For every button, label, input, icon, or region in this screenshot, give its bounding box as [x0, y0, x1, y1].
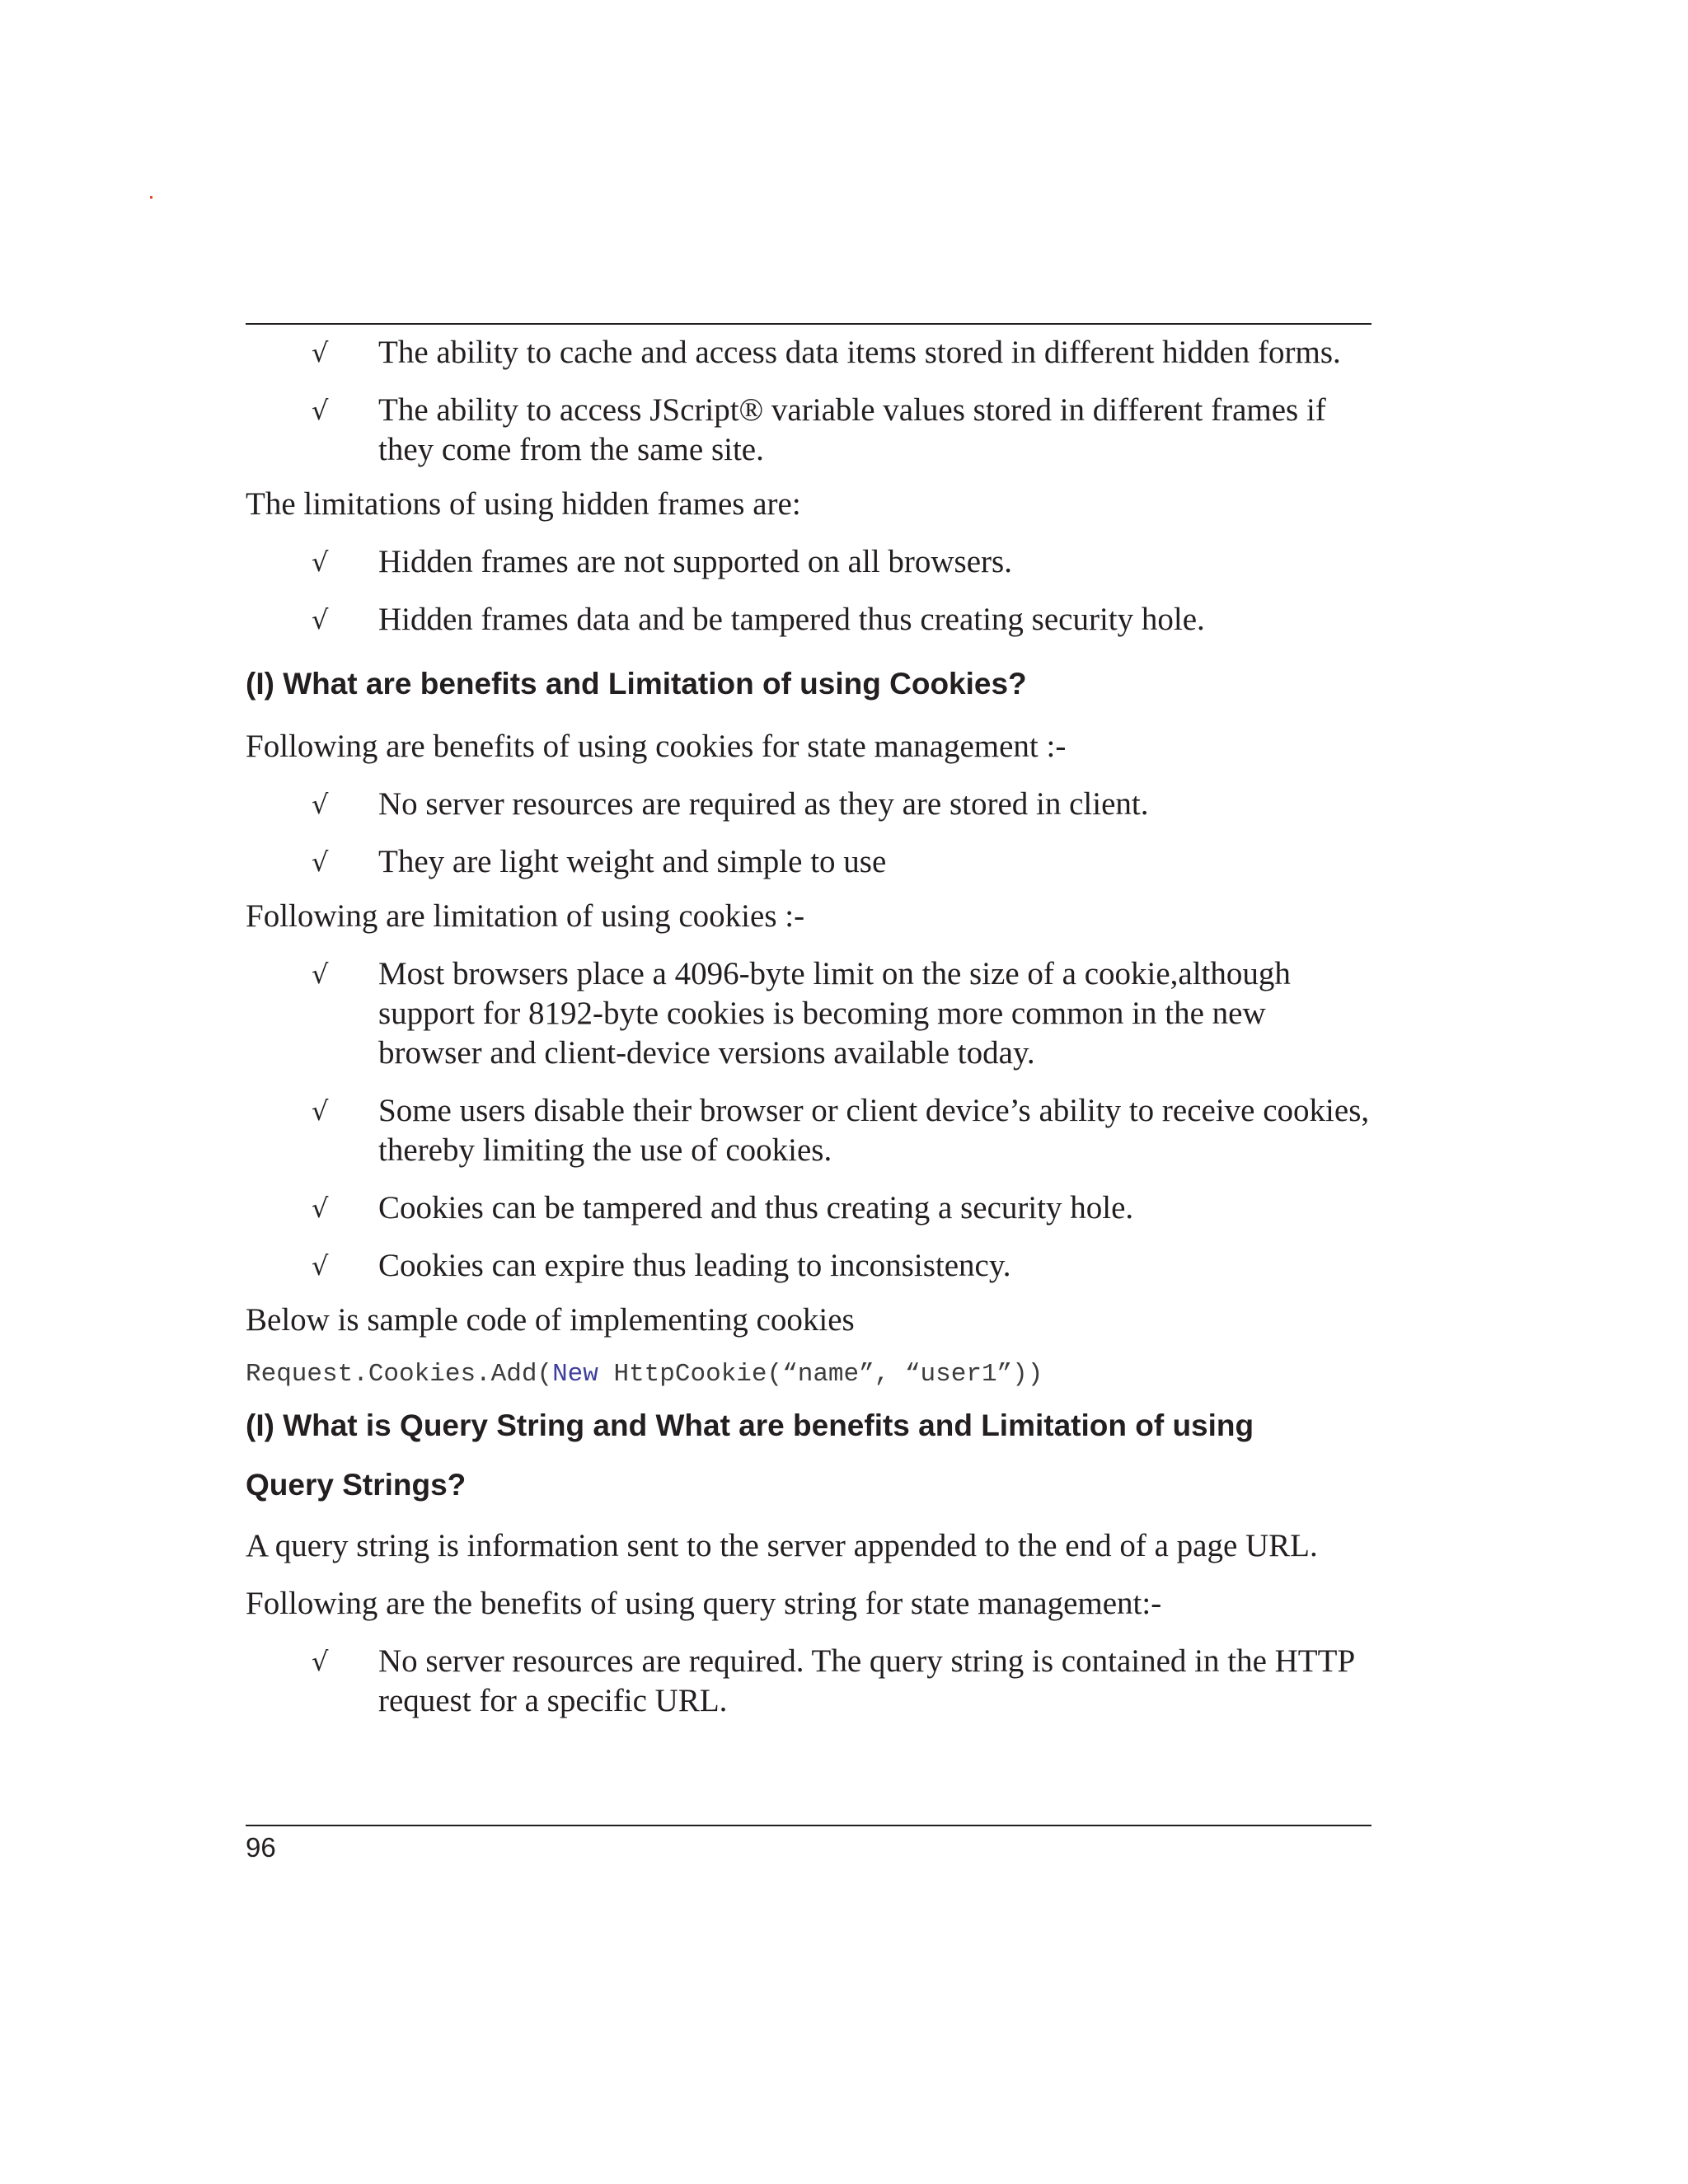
- query-string-heading-line1: (I) What is Query String and What are benefits and Limitation of using: [246, 1408, 1254, 1442]
- cookies-benefits-list: [246, 785, 1373, 882]
- list-item: [246, 333, 1373, 373]
- check-bullet-icon: √: [312, 1250, 329, 1282]
- list-item-text: No server resources are required as they are stored in client.: [378, 786, 1149, 822]
- hidden-frames-limitations-intro: The limitations of using hidden frames are:: [246, 486, 801, 522]
- list-item-text: Cookies can be tampered and thus creating a security hole.: [378, 1190, 1134, 1226]
- cookies-benefits-intro: Following are benefits of using cookies for state management :-: [246, 729, 1067, 764]
- cookies-limitations-list: [246, 954, 1373, 1286]
- check-bullet-icon: √: [312, 958, 329, 990]
- code-sample: [246, 1358, 1373, 1391]
- list-item: [246, 391, 1373, 470]
- hidden-frames-limitations-list: [246, 542, 1373, 640]
- list-item: [246, 600, 1373, 640]
- list-item-text: Hidden frames are not supported on all browsers.: [378, 544, 1012, 579]
- check-bullet-icon: √: [312, 395, 329, 426]
- list-item: [246, 785, 1373, 824]
- list-item-text: Cookies can expire thus leading to inconsistency.: [378, 1248, 1011, 1283]
- query-string-heading: [246, 1396, 1373, 1515]
- list-item: [246, 542, 1373, 582]
- cookies-limitations-intro: Following are limitation of using cookies :-: [246, 898, 805, 934]
- list-item-text: No server resources are required. The query string is contained in the HTTP request for a specific URL.: [378, 1643, 1354, 1718]
- list-item: [246, 1246, 1373, 1286]
- list-item-text: Most browsers place a 4096-byte limit on the size of a cookie,although support for 8192-byte cookies is becoming more common in the new browser and client-device versions available today.: [378, 956, 1291, 1071]
- code-keyword: New: [552, 1360, 598, 1389]
- list-item: [246, 1091, 1373, 1170]
- list-item-text: They are light weight and simple to use: [378, 844, 887, 879]
- list-item-text: The ability to cache and access data items stored in different hidden forms.: [378, 335, 1341, 370]
- list-item: [246, 954, 1373, 1073]
- header-rule: [246, 323, 1372, 325]
- query-string-definition: A query string is information sent to the server appended to the end of a page URL.: [246, 1528, 1318, 1563]
- hidden-frames-benefits-list: [246, 333, 1373, 470]
- page-content: [246, 333, 1373, 1736]
- list-item: [246, 842, 1373, 882]
- code-suffix: HttpCookie(“name”, “user1”)): [598, 1360, 1043, 1389]
- list-item-text: Hidden frames data and be tampered thus creating security hole.: [378, 602, 1205, 637]
- check-bullet-icon: √: [312, 789, 329, 820]
- page-number: 96: [246, 1832, 276, 1863]
- query-string-heading-line2: Query Strings?: [246, 1468, 467, 1502]
- check-bullet-icon: √: [312, 546, 329, 578]
- list-item: [246, 1188, 1373, 1228]
- scan-speck: [150, 196, 152, 199]
- footer-rule: [246, 1825, 1372, 1826]
- check-bullet-icon: √: [312, 846, 329, 878]
- check-bullet-icon: √: [312, 604, 329, 635]
- list-item-text: The ability to access JScript® variable values stored in different frames if they come from the same site.: [378, 392, 1326, 467]
- code-prefix: Request.Cookies.Add(: [246, 1360, 553, 1389]
- check-bullet-icon: √: [312, 1193, 329, 1224]
- check-bullet-icon: √: [312, 1646, 329, 1677]
- list-item: [246, 1642, 1373, 1721]
- query-string-benefits-list: [246, 1642, 1373, 1721]
- cookies-heading: (I) What are benefits and Limitation of using Cookies?: [246, 667, 1027, 701]
- check-bullet-icon: √: [312, 337, 329, 368]
- query-string-benefits-intro: Following are the benefits of using query string for state management:-: [246, 1586, 1162, 1621]
- check-bullet-icon: √: [312, 1095, 329, 1127]
- sample-code-intro: Below is sample code of implementing cookies: [246, 1302, 855, 1338]
- list-item-text: Some users disable their browser or client device’s ability to receive cookies, thereby limiting the use of cookies.: [378, 1093, 1370, 1168]
